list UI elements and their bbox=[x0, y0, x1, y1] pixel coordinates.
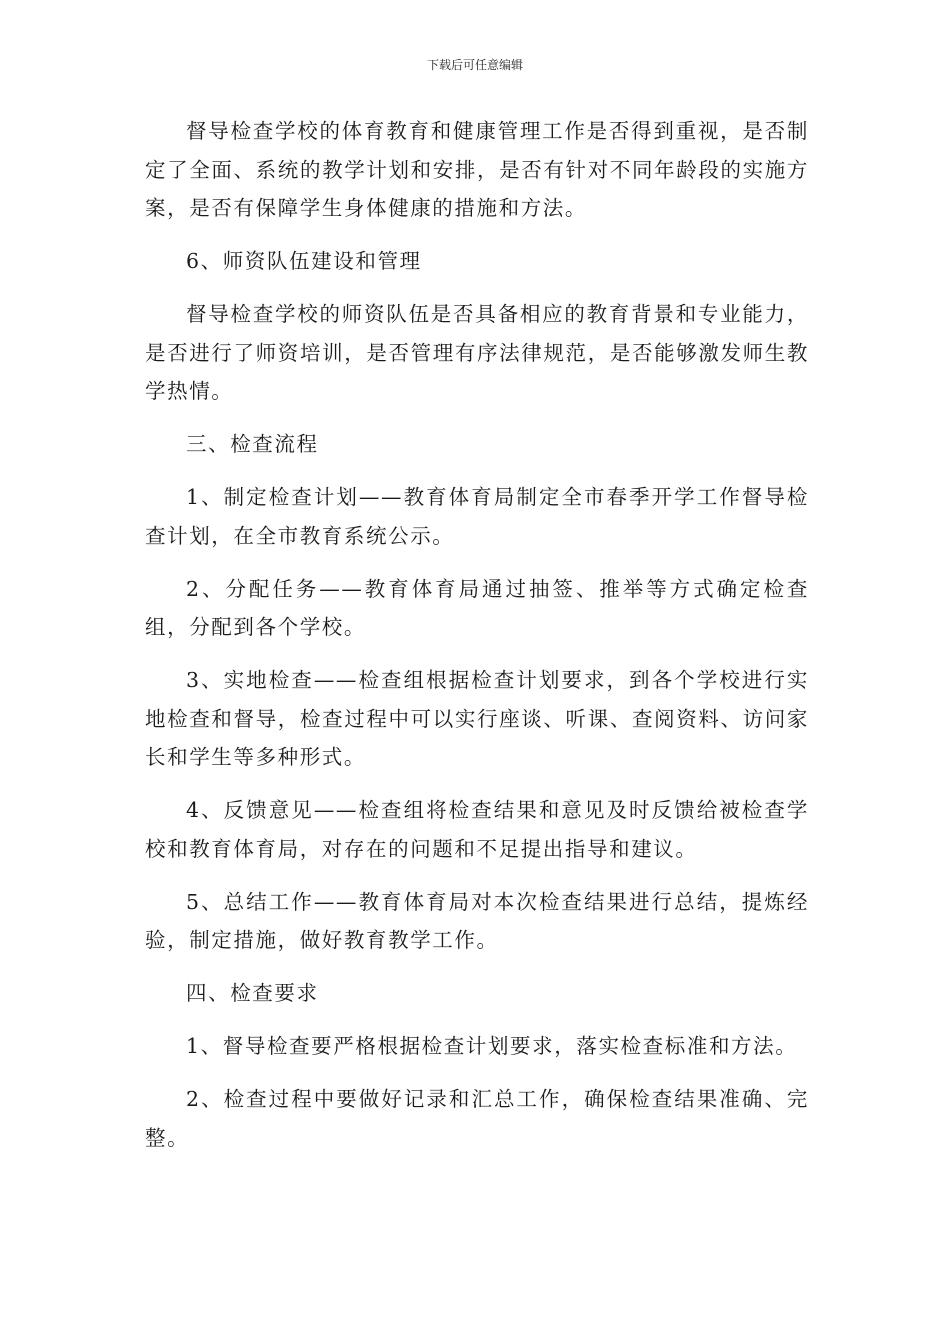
requirement-2: 2、检查过程中要做好记录和汇总工作，确保检查结果准确、完整。 bbox=[145, 1087, 809, 1150]
section-heading-inspection-requirements: 四、检查要求 bbox=[186, 981, 319, 1005]
process-step-1: 1、制定检查计划——教育体育局制定全市春季开学工作督导检查计划，在全市教育系统公示。 bbox=[145, 485, 809, 548]
paragraph-teacher-team-inspection: 督导检查学校的师资队伍是否具备相应的教育背景和专业能力，是否进行了师资培训，是否管理有序法律规范，是否能够激发师生教学热情。 bbox=[145, 302, 809, 403]
requirement-1: 1、督导检查要严格根据检查计划要求，落实检查标准和方法。 bbox=[186, 1034, 798, 1058]
process-step-3: 3、实地检查——检查组根据检查计划要求，到各个学校进行实地检查和督导，检查过程中可以实行座谈、听课、查阅资料、访问家长和学生等多种形式。 bbox=[145, 668, 809, 769]
process-step-4: 4、反馈意见——检查组将检查结果和意见及时反馈给被检查学校和教育体育局，对存在的问题和不足提出指导和建议。 bbox=[145, 798, 809, 861]
paragraph-pe-health-inspection: 督导检查学校的体育教育和健康管理工作是否得到重视，是否制定了全面、系统的教学计划和安排，是否有针对不同年龄段的实施方案，是否有保障学生身体健康的措施和方法。 bbox=[145, 119, 809, 220]
section-heading-teacher-team: 6、师资队伍建设和管理 bbox=[186, 249, 422, 273]
process-step-5: 5、总结工作——教育体育局对本次检查结果进行总结，提炼经验，制定措施，做好教育教学工作。 bbox=[145, 889, 809, 952]
section-heading-inspection-process: 三、检查流程 bbox=[186, 432, 319, 456]
page-header-note: 下载后可任意编辑 bbox=[426, 58, 523, 72]
process-step-2: 2、分配任务——教育体育局通过抽签、推举等方式确定检查组，分配到各个学校。 bbox=[145, 576, 809, 639]
document-body bbox=[145, 112, 809, 1172]
